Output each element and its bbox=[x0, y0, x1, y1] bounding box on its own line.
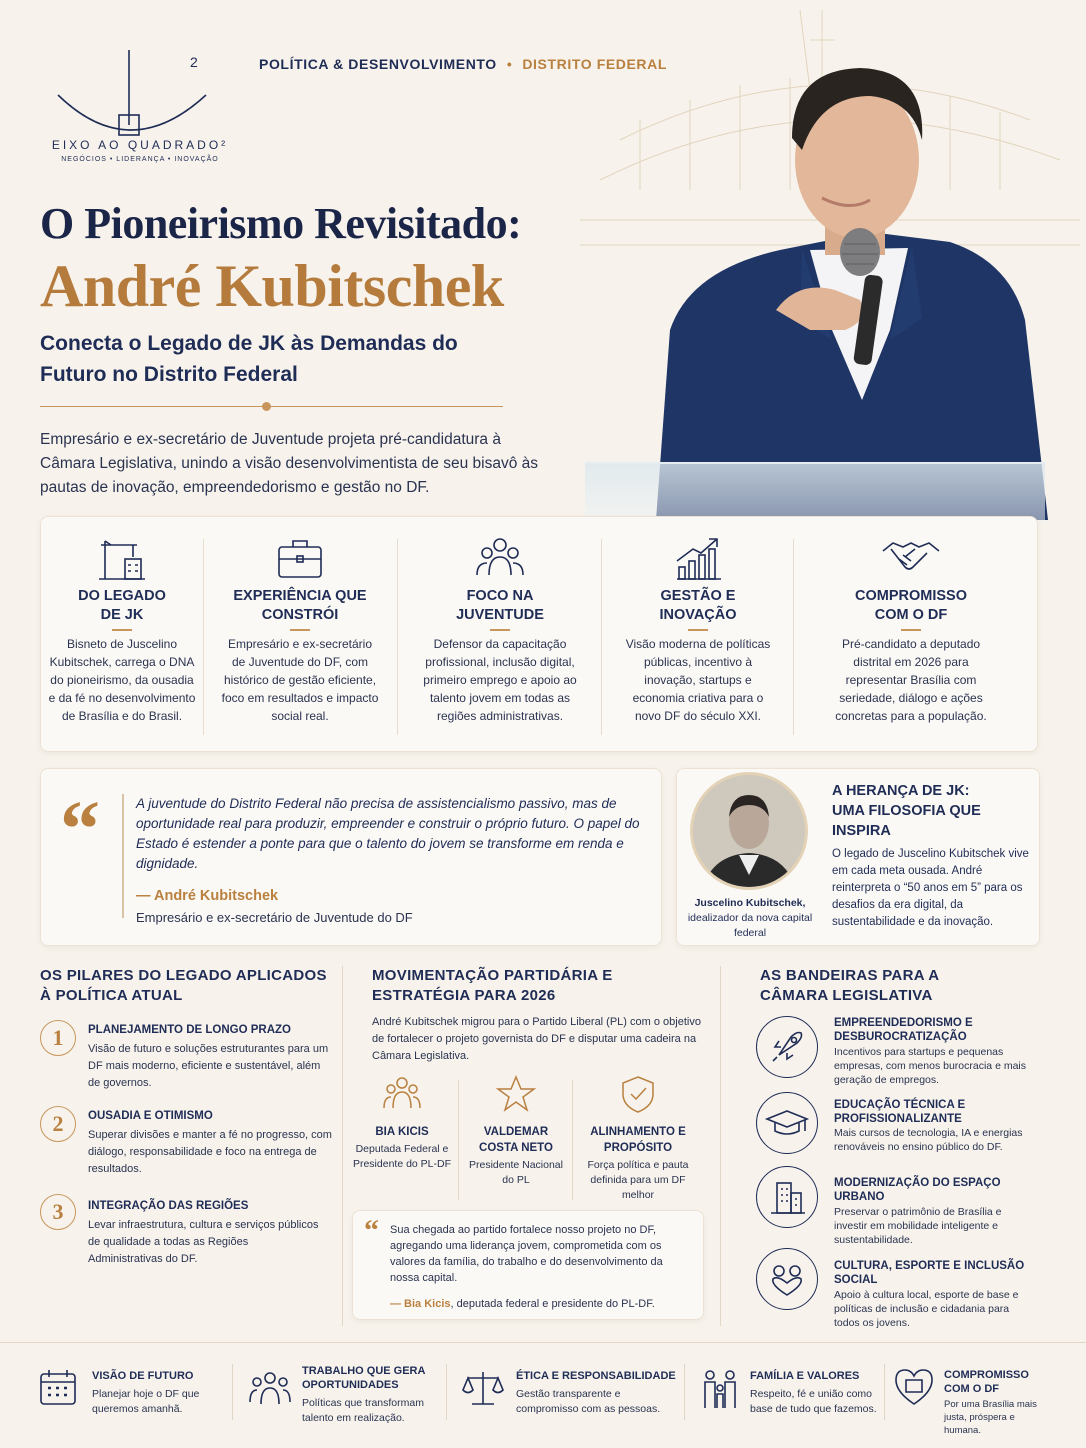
quote-rule bbox=[122, 794, 124, 918]
footer-separator bbox=[446, 1364, 447, 1420]
shield-check-icon bbox=[618, 1074, 658, 1114]
community-heart-icon bbox=[756, 1248, 818, 1310]
headline-line-1: O Pioneirismo Revisitado: bbox=[40, 199, 522, 248]
growth-chart-icon bbox=[673, 535, 723, 581]
pillar-title: GESTÃO E INOVAÇÃO bbox=[659, 588, 737, 623]
handshake-icon bbox=[881, 535, 941, 581]
jk-text: O legado de Juscelino Kubitschek vive em cada meta ousada. André reinterpreta o “50 anos em 5” para os desafios da era digital, da sustentabilidade e da inovação. bbox=[832, 848, 1029, 928]
people-group-icon bbox=[475, 535, 525, 581]
speaker-photo bbox=[570, 0, 1086, 520]
glass-podium bbox=[585, 462, 1045, 522]
footer-title: VISÃO DE FUTURO bbox=[92, 1370, 194, 1382]
df-map-heart-icon bbox=[892, 1366, 936, 1408]
graduation-cap-icon bbox=[756, 1092, 818, 1154]
quote-author-role: Empresário e ex-secretário de Juventude do DF bbox=[136, 910, 413, 925]
jk-portrait bbox=[690, 772, 808, 890]
flag-title: MODERNIZAÇÃO DO ESPAÇO URBANO bbox=[834, 1177, 1001, 1203]
footer-text: Gestão transparente e compromisso com as pessoas. bbox=[516, 1388, 661, 1415]
legacy-heading: OS PILARES DO LEGADO APLICADOS À POLÍTICA ATUAL bbox=[40, 967, 327, 1004]
title-divider bbox=[40, 406, 503, 407]
party-quote-mark-icon: “ bbox=[364, 1214, 379, 1247]
party-col-text: Presidente Nacional do PL bbox=[469, 1159, 563, 1186]
pillar-text: Visão moderna de políticas públicas, incentivo à inovação, startups e economia criativa para o novo DF do século XXI. bbox=[625, 637, 771, 723]
legacy-item-title: INTEGRAÇÃO DAS REGIÕES bbox=[88, 1200, 249, 1212]
jk-portrait-illustration bbox=[693, 775, 805, 887]
pillar-title: FOCO NA JUVENTUDE bbox=[456, 588, 544, 623]
party-quote-role: , deputada federal e presidente do PL-DF. bbox=[450, 1298, 655, 1310]
city-buildings-icon bbox=[756, 1166, 818, 1228]
legacy-item-title: PLANEJAMENTO DE LONGO PRAZO bbox=[88, 1024, 291, 1036]
flag-text: Apoio à cultura local, esporte de base e políticas de inclusão e cidadania para todos os jovens. bbox=[834, 1289, 1019, 1329]
legacy-item-text: Visão de futuro e soluções estruturantes para um DF mais moderno, eficiente e sustentável, além de governos. bbox=[88, 1043, 329, 1089]
flag-title: EMPREENDEDORISMO E DESBUROCRATIZAÇÃO bbox=[834, 1017, 973, 1043]
legacy-number-2: 2 bbox=[40, 1106, 76, 1142]
footer-title: FAMÍLIA E VALORES bbox=[750, 1370, 860, 1382]
legacy-number-3: 3 bbox=[40, 1194, 76, 1230]
pillar-juventude bbox=[411, 517, 589, 753]
legacy-number-1: 1 bbox=[40, 1020, 76, 1056]
pillar-text: Empresário e ex-secretário de Juventude do DF, com histórico de gestão eficiente, foco em resultados e impacto social real. bbox=[221, 637, 379, 723]
party-col-title: ALINHAMENTO E PROPÓSITO bbox=[590, 1126, 686, 1154]
section-kicker: POLÍTICA & DESENVOLVIMENTO • DISTRITO FEDERAL bbox=[259, 56, 668, 72]
scales-icon bbox=[462, 1368, 504, 1408]
legacy-item-text: Superar divisões e manter a fé no progresso, com diálogo, responsabilidade e foco na entrega de resultados. bbox=[88, 1129, 332, 1175]
pillar-gestao bbox=[613, 517, 783, 753]
brand-tagline: NEGÓCIOS • LIDERANÇA • INOVAÇÃO bbox=[61, 156, 219, 163]
party-heading: MOVIMENTAÇÃO PARTIDÁRIA E ESTRATÉGIA PARA 2026 bbox=[372, 967, 613, 1004]
kicker-region: DISTRITO FEDERAL bbox=[522, 56, 668, 72]
pillar-title: DO LEGADO DE JK bbox=[78, 588, 166, 623]
party-quote-attribution bbox=[390, 1296, 655, 1313]
jk-caption-name: Juscelino Kubitschek, bbox=[694, 897, 806, 909]
footer-text: Políticas que transformam talento em realização. bbox=[302, 1397, 424, 1424]
kicker-section: POLÍTICA & DESENVOLVIMENTO bbox=[259, 56, 497, 72]
footer-separator bbox=[232, 1364, 233, 1420]
column-divider bbox=[342, 966, 343, 1326]
jk-caption-role: idealizador da nova capital federal bbox=[687, 912, 813, 939]
star-icon bbox=[496, 1074, 536, 1114]
party-col-title: VALDEMAR COSTA NETO bbox=[479, 1126, 553, 1154]
party-col-title: BIA KICIS bbox=[375, 1126, 429, 1138]
brand-name: EIXO AO QUADRADO² bbox=[51, 138, 229, 152]
footer-text: Respeito, fé e união como base de tudo que fazemos. bbox=[750, 1388, 877, 1415]
flag-title: EDUCAÇÃO TÉCNICA E PROFISSIONALIZANTE bbox=[834, 1099, 966, 1125]
footer-title: COMPROMISSO COM O DF bbox=[944, 1369, 1029, 1395]
pillar-title: EXPERIÊNCIA QUE CONSTRÓI bbox=[233, 588, 367, 623]
footer-title: TRABALHO QUE GERA OPORTUNIDADES bbox=[302, 1365, 426, 1391]
footer-divider bbox=[0, 1342, 1086, 1343]
party-col-divider bbox=[458, 1080, 459, 1200]
briefcase-icon bbox=[275, 535, 325, 581]
footer-text: Planejar hoje o DF que queremos amanhã. bbox=[92, 1388, 200, 1415]
footer-text: Por uma Brasília mais justa, próspera e humana. bbox=[944, 1399, 1037, 1436]
column-divider bbox=[720, 966, 721, 1326]
legacy-item-text: Levar infraestrutura, cultura e serviços públicos de qualidade a todas as Regiões Administrativas do DF. bbox=[88, 1219, 319, 1265]
pillars-card bbox=[40, 516, 1038, 752]
quote-text: A juventude do Distrito Federal não precisa de assistencialismo passivo, mas de oportunidade real para produzir, empreender e construir o próprio futuro. O papel do Estado é estender a ponte para que o talento do jovem se transforme em renda e dignidade. bbox=[136, 796, 640, 871]
rocket-icon bbox=[756, 1016, 818, 1078]
footer-separator bbox=[684, 1364, 685, 1420]
party-col-text: Deputada Federal e Presidente do PL-DF bbox=[352, 1143, 452, 1170]
pillar-title: COMPROMISSO COM O DF bbox=[855, 588, 967, 623]
footer-title: ÉTICA E RESPONSABILIDADE bbox=[516, 1370, 676, 1382]
title-divider-dot bbox=[262, 402, 271, 411]
party-quote-author: — Bia Kicis bbox=[390, 1298, 451, 1310]
legacy-item-title: OUSADIA E OTIMISMO bbox=[88, 1110, 213, 1122]
party-col-text: Força política e pauta definida para um DF melhor bbox=[587, 1159, 689, 1201]
pillar-legado bbox=[41, 517, 203, 753]
flag-text: Incentivos para startups e pequenas empresas, com menos burocracia e mais geração de empregos. bbox=[834, 1046, 1026, 1086]
party-quote-text: Sua chegada ao partido fortalece nosso projeto no DF, agregando uma liderança jovem, comprometida com os valores da família, do trabalho e do desenvolvimento da nossa capital. bbox=[390, 1224, 663, 1284]
team-icon bbox=[248, 1368, 292, 1408]
brand-logo-exponent: 2 bbox=[190, 54, 198, 70]
crane-building-icon bbox=[97, 535, 147, 581]
pillar-experiencia bbox=[215, 517, 385, 753]
flag-title: CULTURA, ESPORTE E INCLUSÃO SOCIAL bbox=[834, 1260, 1025, 1286]
pillar-compromisso bbox=[811, 517, 1011, 753]
people-icon bbox=[382, 1074, 422, 1114]
party-col-divider bbox=[572, 1080, 573, 1200]
quote-mark-icon: “ bbox=[60, 786, 100, 874]
headline-line-2: André Kubitschek bbox=[40, 253, 504, 319]
flag-text: Preservar o patrimônio de Brasília e investir em mobilidade inteligente e sustentabilidade. bbox=[834, 1206, 1002, 1246]
pillar-text: Bisneto de Juscelino Kubitschek, carrega o DNA do pioneirismo, da ousadia e da fé no desenvolvimento de Brasília e do Brasil. bbox=[48, 637, 196, 723]
flag-text: Mais cursos de tecnologia, IA e energias renováveis no ensino público do DF. bbox=[834, 1127, 1023, 1153]
subtitle: Conecta o Legado de JK às Demandas do Futuro no Distrito Federal bbox=[40, 332, 458, 386]
jk-heading: A HERANÇA DE JK: UMA FILOSOFIA QUE INSPIRA bbox=[832, 783, 981, 839]
pillar-text: Pré-candidato a deputado distrital em 2026 para representar Brasília com seriedade, diálogo e ações concretas para a população. bbox=[835, 637, 987, 723]
jk-caption bbox=[680, 896, 820, 941]
footer-separator bbox=[884, 1364, 885, 1420]
flags-heading: AS BANDEIRAS PARA A CÂMARA LEGISLATIVA bbox=[760, 967, 939, 1004]
calendar-icon bbox=[38, 1368, 78, 1408]
pillar-text: Defensor da capacitação profissional, inclusão digital, primeiro emprego e apoio ao talento jovem em todas as regiões administrativas. bbox=[423, 637, 577, 723]
party-text: André Kubitschek migrou para o Partido Liberal (PL) com o objetivo de fortalecer o projeto governista do DF e disputar uma cadeira na Câmara Legislativa. bbox=[372, 1016, 701, 1062]
lead-paragraph: Empresário e ex-secretário de Juventude projeta pré-candidatura à Câmara Legislativa, unindo a visão desenvolvimentista de seu bisavô às pautas de inovação, empreendedorismo e gestão no DF. bbox=[40, 431, 539, 496]
quote-author: — André Kubitschek bbox=[136, 888, 279, 904]
family-icon bbox=[700, 1368, 742, 1412]
